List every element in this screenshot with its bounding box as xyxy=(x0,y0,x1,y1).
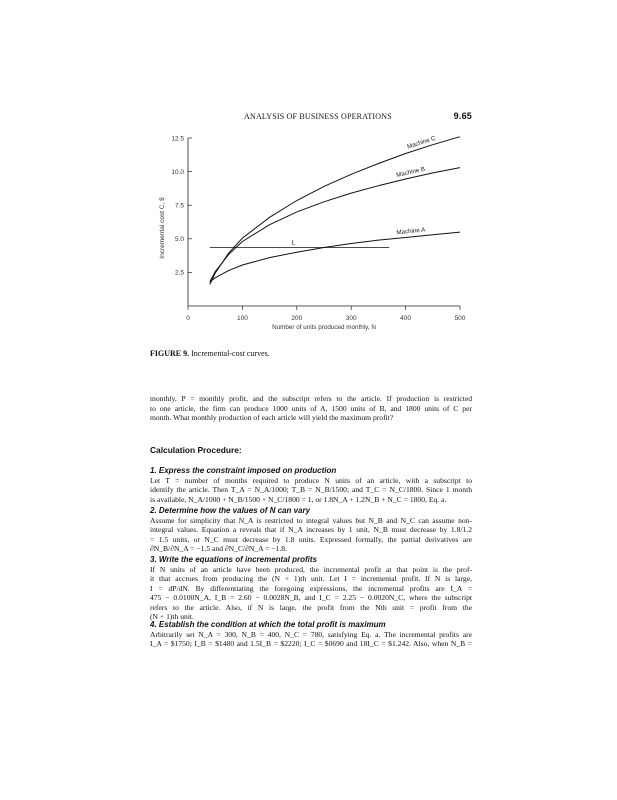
text-line: integral values. Equation a reveals that if N_A increases by 1 unit, N_B must decrease by 1.8/1.2 xyxy=(150,525,472,534)
step-2 xyxy=(150,506,472,554)
text-line: refers to the article. Also, if N is large, the profit from the Nth unit = profit from the xyxy=(150,602,472,612)
series-label: Machine A xyxy=(396,226,426,237)
x-tick-label: 100 xyxy=(236,315,248,322)
text-line: Let T = number of months required to produce N units of an article, with a subscript to xyxy=(150,475,472,485)
header-title: ANALYSIS OF BUSINESS OPERATIONS xyxy=(244,112,392,121)
text-line: = 1.5 units, or N_C must decrease by 1.8 units. Expressed formally, the partial derivatives are xyxy=(150,534,472,544)
step-3 xyxy=(150,555,472,622)
step-title: 4. Establish the condition at which the total profit is maximum xyxy=(150,620,386,629)
x-tick-label: 300 xyxy=(345,315,357,322)
series-line-machine-b xyxy=(210,165,460,282)
text-line: monthly, P = monthly profit, and the subscript refers to the article. If production is restricted xyxy=(150,394,472,403)
text-line: identify the article. Then T_A = N_A/1000; T_B = N_B/1500; and T_C = N_C/1800. Since 1 month xyxy=(150,485,472,494)
series-label: Machine C xyxy=(406,134,437,151)
text-line: Assume for simplicity that N_A is restricted to integral values but N_B and N_C can assume non- xyxy=(150,515,472,525)
text-line: Arbitrarily set N_A = 300, N_B = 400, N_C = 780, satisfying Eq. a. The incremental profits are xyxy=(150,629,472,639)
text-line: is available, N_A/1000 + N_B/1500 + N_C/1800 = 1, or 1.8N_A + 1.2N_B + N_C = 1800, Eq. a. xyxy=(150,494,447,504)
text-line: If N units of an article have been produced, the incremental profit at that point is the prof- xyxy=(150,564,472,574)
text-line: 475 − 0.0100N_A, I_B = 2.60 − 0.0028N_B, and I_C = 2.25 − 0.0020N_C, where the subscript xyxy=(150,593,472,602)
y-tick-label: 12.5 xyxy=(171,135,184,143)
x-tick-label: 0 xyxy=(186,315,190,322)
step-title: 3. Write the equations of incremental profits xyxy=(150,555,317,564)
x-tick-label: 200 xyxy=(291,315,303,322)
series-line-machine-c xyxy=(210,134,460,285)
step-title: 2. Determine how the values of N can vary xyxy=(150,506,311,515)
y-tick-label: 10.0 xyxy=(171,168,184,176)
text-line: month. What monthly production of each article will yield the maximum profit? xyxy=(150,413,394,422)
x-tick-label: 400 xyxy=(400,315,412,322)
step-1 xyxy=(150,466,472,504)
text-line: (N + 1)th unit. xyxy=(150,612,194,621)
incremental-cost-chart xyxy=(150,128,480,343)
figure-caption-text: Incremental-cost curves. xyxy=(191,349,270,358)
y-axis-title: Incremental cost C, $ xyxy=(159,197,166,259)
x-tick-label: 500 xyxy=(454,315,466,322)
series-label: Machine B xyxy=(395,165,426,179)
reference-line-label: L xyxy=(291,239,296,247)
text-line: to one article, the firm can produce 1000 units of A, 1500 units of B, and 1800 units of C per xyxy=(150,403,472,413)
y-tick-label: 5.0 xyxy=(174,236,184,244)
text-line: it that accrues from producing the (N + 1)th unit. Let I = incremental profit. If N is large, xyxy=(150,574,472,583)
procedure-heading: Calculation Procedure: xyxy=(150,445,242,455)
chart-series xyxy=(210,134,460,285)
y-tick-label: 2.5 xyxy=(174,269,184,277)
page-number: 9.65 xyxy=(453,111,472,121)
chart-axes xyxy=(188,138,460,310)
figure-caption xyxy=(150,349,270,358)
text-line: ∂N_B/∂N_A = −1.5 and ∂N_C/∂N_A = −1.8. xyxy=(150,544,287,553)
x-axis-title: Number of units produced monthly, N xyxy=(272,324,376,331)
step-4 xyxy=(150,620,472,649)
intro-paragraph xyxy=(150,394,472,423)
figure-caption-label: FIGURE 9. xyxy=(150,349,190,358)
step-title: 1. Express the constraint imposed on production xyxy=(150,466,337,475)
y-tick-label: 7.5 xyxy=(174,202,184,210)
text-line: I = dP/dN. By differentiating the foregoing expressions, the incremental profits are I_A = xyxy=(150,583,472,593)
chart-labels xyxy=(159,135,466,331)
text-line: I_A = $1750; I_B = $1480 and 1.5I_B = $2220; I_C = $0690 and 18I_C = $1.242. Also, when N_B = xyxy=(150,639,472,648)
series-line-machine-a xyxy=(210,232,460,282)
